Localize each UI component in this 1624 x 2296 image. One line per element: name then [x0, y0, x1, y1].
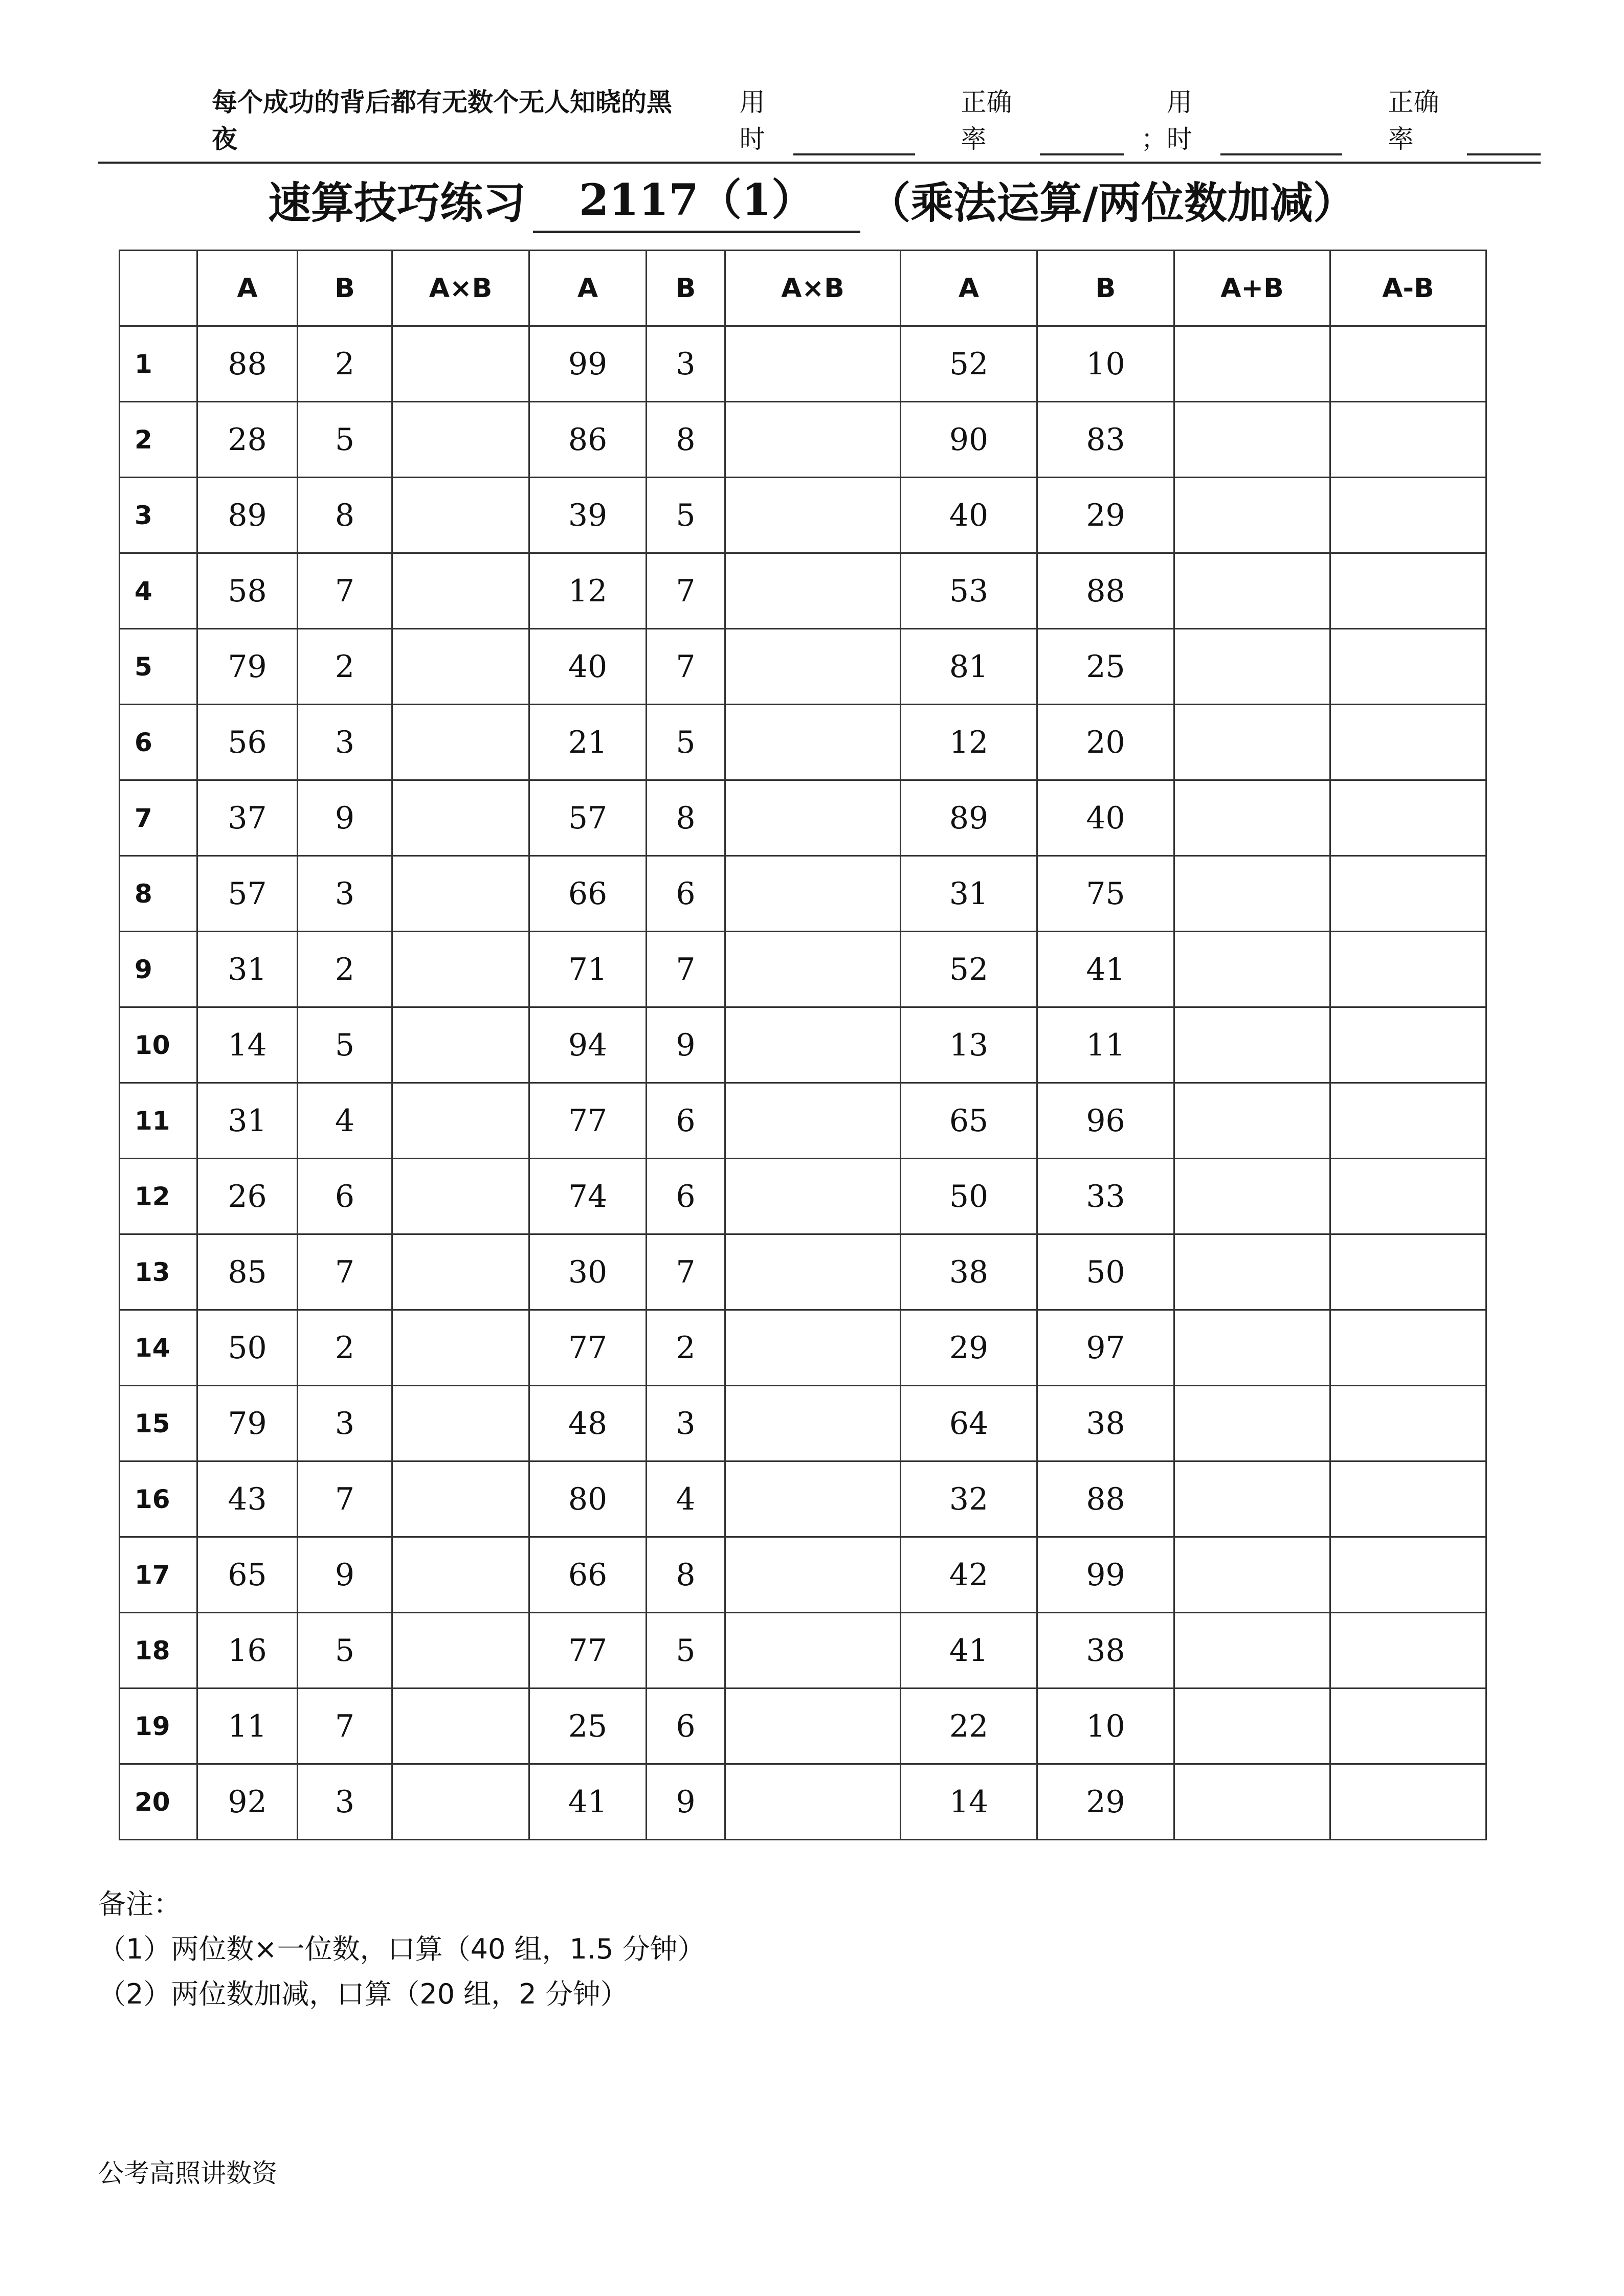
- answer-cell-product1[interactable]: [392, 1689, 529, 1764]
- notes-line-1: （1）两位数×一位数，口算（40 组，1.5 分钟）: [98, 1933, 705, 1965]
- answer-cell-sum[interactable]: [1174, 705, 1330, 780]
- answer-cell-difference[interactable]: [1330, 1234, 1486, 1310]
- cell-a1: 88: [197, 326, 298, 402]
- cell-a3: 31: [901, 856, 1037, 932]
- table-body: [120, 326, 1486, 1840]
- answer-cell-sum[interactable]: [1174, 932, 1330, 1007]
- cell-a1: 16: [197, 1613, 298, 1689]
- answer-cell-difference[interactable]: [1330, 1083, 1486, 1159]
- answer-cell-sum[interactable]: [1174, 1689, 1330, 1764]
- answer-cell-product1[interactable]: [392, 326, 529, 402]
- accuracy-label-2: 正确率: [1388, 87, 1439, 154]
- answer-cell-difference[interactable]: [1330, 402, 1486, 478]
- table-row: [120, 780, 1486, 856]
- cell-a3: 29: [901, 1310, 1037, 1386]
- cell-a3: 32: [901, 1461, 1037, 1537]
- answer-cell-difference[interactable]: [1330, 553, 1486, 629]
- answer-cell-sum[interactable]: [1174, 629, 1330, 705]
- cell-b3: 88: [1037, 1461, 1174, 1537]
- header-cell-difference: A-B: [1330, 251, 1486, 326]
- answer-cell-product2[interactable]: [725, 326, 901, 402]
- answer-cell-product2[interactable]: [725, 402, 901, 478]
- answer-cell-sum[interactable]: [1174, 1310, 1330, 1386]
- cell-a1: 92: [197, 1764, 298, 1840]
- header-cell-sum: A+B: [1174, 251, 1330, 326]
- cell-b3: 41: [1037, 932, 1174, 1007]
- answer-cell-product2[interactable]: [725, 932, 901, 1007]
- answer-cell-product1[interactable]: [392, 1386, 529, 1461]
- page-title: [0, 169, 1624, 230]
- header-cell-index: [120, 251, 197, 326]
- cell-a3: 90: [901, 402, 1037, 478]
- cell-b1: 6: [298, 1159, 392, 1234]
- cell-a3: 50: [901, 1159, 1037, 1234]
- table-row: [120, 553, 1486, 629]
- row-number: 18: [120, 1613, 197, 1689]
- cell-b2: 9: [647, 1764, 725, 1840]
- cell-a2: 77: [529, 1613, 647, 1689]
- cell-a3: 52: [901, 932, 1037, 1007]
- cell-a1: 28: [197, 402, 298, 478]
- cell-a3: 40: [901, 478, 1037, 553]
- cell-b1: 7: [298, 1689, 392, 1764]
- answer-cell-product1[interactable]: [392, 1764, 529, 1840]
- cell-a2: 99: [529, 326, 647, 402]
- cell-a3: 14: [901, 1764, 1037, 1840]
- header-separator: ；: [1141, 124, 1167, 154]
- answer-cell-sum[interactable]: [1174, 1083, 1330, 1159]
- cell-a1: 85: [197, 1234, 298, 1310]
- table-row: [120, 402, 1486, 478]
- row-number: 20: [120, 1764, 197, 1840]
- cell-a2: 80: [529, 1461, 647, 1537]
- time-field-1: [740, 82, 915, 155]
- row-number: 2: [120, 402, 197, 478]
- answer-cell-product2[interactable]: [725, 1537, 901, 1613]
- notes: [98, 1882, 1530, 2017]
- cell-a3: 38: [901, 1234, 1037, 1310]
- time-label-1: 用时: [739, 87, 765, 154]
- cell-b3: 75: [1037, 856, 1174, 932]
- cell-b3: 96: [1037, 1083, 1174, 1159]
- cell-a3: 13: [901, 1007, 1037, 1083]
- cell-b3: 97: [1037, 1310, 1174, 1386]
- footer-text: 公考高照讲数资: [98, 2158, 277, 2188]
- cell-b1: 3: [298, 1386, 392, 1461]
- cell-b1: 9: [298, 780, 392, 856]
- answer-cell-difference[interactable]: [1330, 780, 1486, 856]
- cell-b1: 3: [298, 856, 392, 932]
- answer-cell-product2[interactable]: [725, 478, 901, 553]
- cell-a2: 94: [529, 1007, 647, 1083]
- table-row: [120, 705, 1486, 780]
- answer-cell-sum[interactable]: [1174, 478, 1330, 553]
- cell-b2: 6: [647, 856, 725, 932]
- table-row: [120, 1310, 1486, 1386]
- row-number: 8: [120, 856, 197, 932]
- answer-cell-sum[interactable]: [1174, 1613, 1330, 1689]
- header-cell-b1: B: [298, 251, 392, 326]
- header-row: [120, 251, 1486, 326]
- cell-b2: 4: [647, 1461, 725, 1537]
- cell-b1: 5: [298, 1007, 392, 1083]
- cell-b1: 2: [298, 326, 392, 402]
- answer-cell-difference[interactable]: [1330, 629, 1486, 705]
- cell-b2: 5: [647, 705, 725, 780]
- cell-b2: 7: [647, 932, 725, 1007]
- answer-cell-sum[interactable]: [1174, 1159, 1330, 1234]
- accuracy-blank-1[interactable]: [1040, 128, 1124, 155]
- row-number: 12: [120, 1159, 197, 1234]
- cell-a3: 12: [901, 705, 1037, 780]
- cell-a2: 25: [529, 1689, 647, 1764]
- answer-cell-sum[interactable]: [1174, 1234, 1330, 1310]
- answer-cell-difference[interactable]: [1330, 932, 1486, 1007]
- cell-b2: 9: [647, 1007, 725, 1083]
- cell-a3: 22: [901, 1689, 1037, 1764]
- cell-a1: 43: [197, 1461, 298, 1537]
- cell-a2: 74: [529, 1159, 647, 1234]
- answer-cell-product1[interactable]: [392, 705, 529, 780]
- answer-cell-sum[interactable]: [1174, 326, 1330, 402]
- row-number: 19: [120, 1689, 197, 1764]
- title-prefix: 速算技巧练习: [268, 177, 526, 228]
- cell-a1: 37: [197, 780, 298, 856]
- table-row: [120, 1007, 1486, 1083]
- cell-a1: 79: [197, 629, 298, 705]
- cell-b3: 50: [1037, 1234, 1174, 1310]
- row-number: 5: [120, 629, 197, 705]
- cell-b3: 33: [1037, 1159, 1174, 1234]
- cell-a2: 48: [529, 1386, 647, 1461]
- motto: 每个成功的背后都有无数个无人知晓的黑夜: [212, 87, 672, 154]
- cell-a1: 26: [197, 1159, 298, 1234]
- answer-cell-product1[interactable]: [392, 629, 529, 705]
- answer-cell-difference[interactable]: [1330, 1764, 1486, 1840]
- answer-cell-product1[interactable]: [392, 553, 529, 629]
- row-number: 14: [120, 1310, 197, 1386]
- table-row: [120, 1083, 1486, 1159]
- cell-b2: 2: [647, 1310, 725, 1386]
- cell-a2: 71: [529, 932, 647, 1007]
- cell-b3: 88: [1037, 553, 1174, 629]
- cell-b2: 6: [647, 1689, 725, 1764]
- answer-cell-product2[interactable]: [725, 1613, 901, 1689]
- table-row: [120, 1461, 1486, 1537]
- title-suffix: （乘法运算/两位数加减）: [867, 177, 1356, 228]
- notes-line-2: （2）两位数加减，口算（20 组，2 分钟）: [98, 1978, 628, 2010]
- answer-cell-product2[interactable]: [725, 1083, 901, 1159]
- table-row: [120, 1537, 1486, 1613]
- cell-b3: 25: [1037, 629, 1174, 705]
- cell-b2: 5: [647, 478, 725, 553]
- header-cell-product1: A×B: [392, 251, 529, 326]
- answer-cell-difference[interactable]: [1330, 1537, 1486, 1613]
- title-code: 2117（1）: [533, 166, 860, 233]
- cell-b3: 20: [1037, 705, 1174, 780]
- answer-cell-difference[interactable]: [1330, 1310, 1486, 1386]
- answer-cell-sum[interactable]: [1174, 402, 1330, 478]
- row-number: 13: [120, 1234, 197, 1310]
- answer-cell-difference[interactable]: [1330, 1386, 1486, 1461]
- cell-b1: 2: [298, 1310, 392, 1386]
- cell-b1: 3: [298, 705, 392, 780]
- answer-cell-product1[interactable]: [392, 932, 529, 1007]
- answer-cell-product2[interactable]: [725, 1386, 901, 1461]
- row-number: 11: [120, 1083, 197, 1159]
- row-number: 10: [120, 1007, 197, 1083]
- cell-a1: 58: [197, 553, 298, 629]
- table-row: [120, 932, 1486, 1007]
- answer-cell-difference[interactable]: [1330, 1689, 1486, 1764]
- row-number: 4: [120, 553, 197, 629]
- row-number: 17: [120, 1537, 197, 1613]
- answer-cell-product2[interactable]: [725, 1310, 901, 1386]
- cell-b1: 2: [298, 932, 392, 1007]
- cell-b2: 7: [647, 553, 725, 629]
- answer-cell-product2[interactable]: [725, 1461, 901, 1537]
- cell-b1: 5: [298, 1613, 392, 1689]
- answer-cell-difference[interactable]: [1330, 1007, 1486, 1083]
- answer-cell-product2[interactable]: [725, 1159, 901, 1234]
- cell-a1: 31: [197, 932, 298, 1007]
- table-row: [120, 1689, 1486, 1764]
- cell-a1: 14: [197, 1007, 298, 1083]
- answer-cell-product1[interactable]: [392, 1159, 529, 1234]
- cell-b3: 38: [1037, 1613, 1174, 1689]
- cell-a2: 77: [529, 1310, 647, 1386]
- answer-cell-product1[interactable]: [392, 402, 529, 478]
- cell-b2: 6: [647, 1159, 725, 1234]
- cell-b3: 29: [1037, 1764, 1174, 1840]
- cell-a3: 81: [901, 629, 1037, 705]
- answer-cell-product2[interactable]: [725, 553, 901, 629]
- cell-a3: 42: [901, 1537, 1037, 1613]
- cell-b1: 5: [298, 402, 392, 478]
- cell-a3: 64: [901, 1386, 1037, 1461]
- answer-cell-product1[interactable]: [392, 780, 529, 856]
- answer-cell-sum[interactable]: [1174, 553, 1330, 629]
- answer-cell-product1[interactable]: [392, 1007, 529, 1083]
- answer-cell-product1[interactable]: [392, 1310, 529, 1386]
- answer-cell-sum[interactable]: [1174, 1461, 1330, 1537]
- cell-b1: 7: [298, 1234, 392, 1310]
- cell-b1: 7: [298, 1461, 392, 1537]
- cell-a2: 40: [529, 629, 647, 705]
- table-row: [120, 326, 1486, 402]
- cell-a3: 52: [901, 326, 1037, 402]
- answer-cell-product2[interactable]: [725, 1007, 901, 1083]
- cell-a1: 89: [197, 478, 298, 553]
- answer-cell-product2[interactable]: [725, 1234, 901, 1310]
- cell-b3: 11: [1037, 1007, 1174, 1083]
- cell-a2: 66: [529, 856, 647, 932]
- answer-cell-difference[interactable]: [1330, 1159, 1486, 1234]
- table-row: [120, 856, 1486, 932]
- cell-a1: 31: [197, 1083, 298, 1159]
- header-cell-product2: A×B: [725, 251, 901, 326]
- notes-heading: 备注：: [98, 1888, 181, 1920]
- answer-cell-product2[interactable]: [725, 856, 901, 932]
- cell-a2: 57: [529, 780, 647, 856]
- cell-a2: 12: [529, 553, 647, 629]
- cell-a2: 77: [529, 1083, 647, 1159]
- row-number: 1: [120, 326, 197, 402]
- cell-a2: 21: [529, 705, 647, 780]
- answer-cell-sum[interactable]: [1174, 1537, 1330, 1613]
- header-line: [98, 87, 1541, 164]
- answer-cell-product2[interactable]: [725, 780, 901, 856]
- cell-b1: 3: [298, 1764, 392, 1840]
- cell-b2: 3: [647, 1386, 725, 1461]
- answer-cell-product1[interactable]: [392, 1537, 529, 1613]
- accuracy-blank-2[interactable]: [1467, 128, 1541, 155]
- cell-a2: 86: [529, 402, 647, 478]
- table-row: [120, 629, 1486, 705]
- cell-b2: 8: [647, 1537, 725, 1613]
- table-row: [120, 1386, 1486, 1461]
- answer-cell-difference[interactable]: [1330, 1613, 1486, 1689]
- cell-a3: 65: [901, 1083, 1037, 1159]
- cell-b1: 8: [298, 478, 392, 553]
- cell-b3: 83: [1037, 402, 1174, 478]
- cell-b2: 8: [647, 402, 725, 478]
- time-blank-2[interactable]: [1220, 128, 1342, 155]
- header-cell-a3: A: [901, 251, 1037, 326]
- cell-b3: 40: [1037, 780, 1174, 856]
- row-number: 15: [120, 1386, 197, 1461]
- answer-cell-product2[interactable]: [725, 1764, 901, 1840]
- answer-cell-difference[interactable]: [1330, 1461, 1486, 1537]
- answer-cell-sum[interactable]: [1174, 856, 1330, 932]
- cell-a1: 57: [197, 856, 298, 932]
- cell-a2: 66: [529, 1537, 647, 1613]
- cell-a2: 41: [529, 1764, 647, 1840]
- answer-cell-product1[interactable]: [392, 1613, 529, 1689]
- answer-cell-sum[interactable]: [1174, 1007, 1330, 1083]
- cell-b3: 99: [1037, 1537, 1174, 1613]
- cell-b3: 29: [1037, 478, 1174, 553]
- answer-cell-product2[interactable]: [725, 1689, 901, 1764]
- answer-cell-difference[interactable]: [1330, 856, 1486, 932]
- cell-b2: 3: [647, 326, 725, 402]
- cell-a2: 39: [529, 478, 647, 553]
- row-number: 9: [120, 932, 197, 1007]
- row-number: 16: [120, 1461, 197, 1537]
- cell-b2: 6: [647, 1083, 725, 1159]
- cell-a1: 50: [197, 1310, 298, 1386]
- cell-a2: 30: [529, 1234, 647, 1310]
- cell-a1: 56: [197, 705, 298, 780]
- answer-cell-difference[interactable]: [1330, 326, 1486, 402]
- cell-b1: 7: [298, 553, 392, 629]
- answer-cell-product1[interactable]: [392, 856, 529, 932]
- cell-b2: 7: [647, 1234, 725, 1310]
- cell-b2: 8: [647, 780, 725, 856]
- cell-a3: 41: [901, 1613, 1037, 1689]
- time-blank-1[interactable]: [793, 128, 915, 155]
- answer-cell-product1[interactable]: [392, 1234, 529, 1310]
- accuracy-field-1: [961, 82, 1124, 155]
- cell-a1: 65: [197, 1537, 298, 1613]
- answer-cell-difference[interactable]: [1330, 705, 1486, 780]
- row-number: 7: [120, 780, 197, 856]
- cell-b1: 9: [298, 1537, 392, 1613]
- header-cell-a1: A: [197, 251, 298, 326]
- table-row: [120, 1159, 1486, 1234]
- accuracy-field-2: [1388, 82, 1541, 155]
- answer-cell-product1[interactable]: [392, 1083, 529, 1159]
- table-row: [120, 1234, 1486, 1310]
- row-number: 3: [120, 478, 197, 553]
- accuracy-label-1: 正确率: [961, 87, 1012, 154]
- cell-a1: 79: [197, 1386, 298, 1461]
- cell-b2: 5: [647, 1613, 725, 1689]
- cell-a1: 11: [197, 1689, 298, 1764]
- answer-cell-product2[interactable]: [725, 705, 901, 780]
- cell-a3: 53: [901, 553, 1037, 629]
- cell-a3: 89: [901, 780, 1037, 856]
- cell-b3: 10: [1037, 1689, 1174, 1764]
- header-cell-b2: B: [647, 251, 725, 326]
- cell-b1: 4: [298, 1083, 392, 1159]
- header-cell-a2: A: [529, 251, 647, 326]
- cell-b3: 10: [1037, 326, 1174, 402]
- answer-cell-difference[interactable]: [1330, 478, 1486, 553]
- time-field-2: [1167, 82, 1342, 155]
- answer-cell-sum[interactable]: [1174, 1764, 1330, 1840]
- answer-cell-product1[interactable]: [392, 1461, 529, 1537]
- practice-table: [119, 250, 1487, 1840]
- answer-cell-sum[interactable]: [1174, 1386, 1330, 1461]
- cell-b1: 2: [298, 629, 392, 705]
- row-number: 6: [120, 705, 197, 780]
- table-row: [120, 478, 1486, 553]
- time-label-2: 用时: [1166, 87, 1192, 154]
- answer-cell-sum[interactable]: [1174, 780, 1330, 856]
- table-row: [120, 1613, 1486, 1689]
- cell-b2: 7: [647, 629, 725, 705]
- answer-cell-product2[interactable]: [725, 629, 901, 705]
- table-row: [120, 1764, 1486, 1840]
- answer-cell-product1[interactable]: [392, 478, 529, 553]
- header-cell-b3: B: [1037, 251, 1174, 326]
- cell-b3: 38: [1037, 1386, 1174, 1461]
